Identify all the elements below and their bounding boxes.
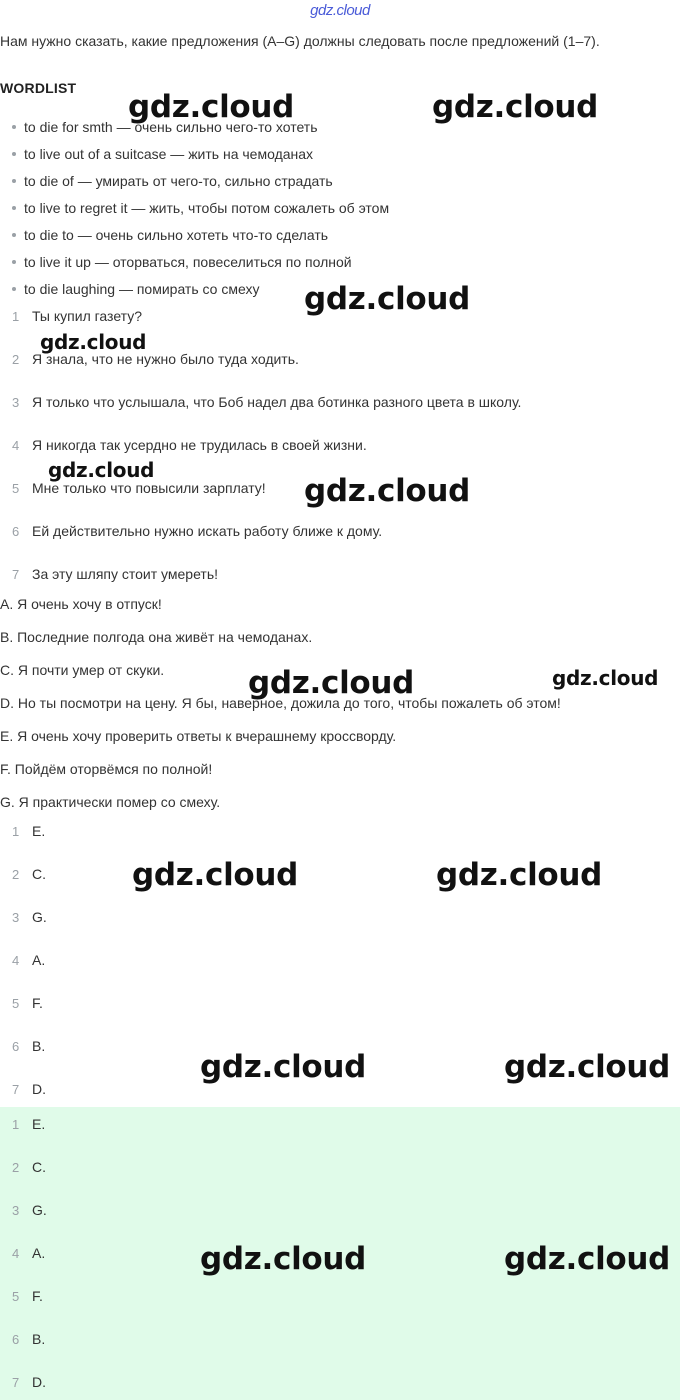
sentence-item: 3 Я только что услышала, что Боб надел два ботинка разного цвета в школу. (12, 394, 522, 410)
wordlist-item: to live out of a suitcase — жить на чемоданах (12, 144, 313, 164)
sentence-item: 7 За эту шляпу стоит умереть! (12, 566, 218, 582)
answer-item-highlighted: 1 E. (12, 1116, 46, 1132)
answer-item: 6 B. (12, 1038, 46, 1054)
sentence-item: 6 Ей действительно нужно искать работу ближе к дому. (12, 523, 383, 539)
bullet-icon (12, 179, 16, 183)
watermark: gdz.cloud (436, 857, 603, 893)
watermark: gdz.cloud (304, 473, 471, 509)
bullet-icon (12, 206, 16, 210)
option-item: E. Я очень хочу проверить ответы к вчерашнему кроссворду. (0, 728, 397, 744)
task-intro: Нам нужно сказать, какие предложения (A–G) должны следовать после предложений (1–7). (0, 33, 600, 49)
option-item: C. Я почти умер от скуки. (0, 662, 165, 678)
site-logo[interactable]: gdz.cloud (310, 2, 370, 19)
bullet-icon (12, 260, 16, 264)
answer-item-highlighted: 3 G. (12, 1202, 47, 1218)
bullet-icon (12, 125, 16, 129)
watermark: gdz.cloud (504, 1241, 671, 1277)
answer-item-highlighted: 4 A. (12, 1245, 46, 1261)
watermark: gdz.cloud (552, 666, 659, 690)
bullet-icon (12, 287, 16, 291)
watermark: gdz.cloud (304, 281, 471, 317)
sentence-item: 1 Ты купил газету? (12, 308, 142, 324)
answer-item: 7 D. (12, 1081, 46, 1097)
watermark: gdz.cloud (200, 1049, 367, 1085)
answer-item-highlighted: 6 B. (12, 1331, 46, 1347)
answer-item: 3 G. (12, 909, 47, 925)
sentence-item: 4 Я никогда так усердно не трудилась в своей жизни. (12, 437, 367, 453)
watermark: gdz.cloud (128, 89, 295, 125)
wordlist-item: to die of — умирать от чего-то, сильно страдать (12, 171, 333, 191)
watermark: gdz.cloud (200, 1241, 367, 1277)
wordlist-title: WORDLIST (0, 80, 77, 96)
wordlist-item: to die for smth — очень сильно чего-то хотеть (12, 117, 318, 137)
option-item: A. Я очень хочу в отпуск! (0, 596, 162, 612)
option-item: B. Последние полгода она живёт на чемоданах. (0, 629, 313, 645)
wordlist-item: to die to — очень сильно хотеть что-то сделать (12, 225, 328, 245)
answer-item-highlighted: 2 C. (12, 1159, 46, 1175)
wordlist-item: to live it up — оторваться, повеселиться по полной (12, 252, 352, 272)
answer-item-highlighted: 5 F. (12, 1288, 43, 1304)
watermark: gdz.cloud (504, 1049, 671, 1085)
bullet-icon (12, 152, 16, 156)
answer-item: 4 A. (12, 952, 46, 968)
watermark: gdz.cloud (40, 330, 147, 354)
watermark: gdz.cloud (248, 665, 415, 701)
watermark: gdz.cloud (432, 89, 599, 125)
answer-item: 5 F. (12, 995, 43, 1011)
wordlist-item: to live to regret it — жить, чтобы потом сожалеть об этом (12, 198, 389, 218)
answer-item: 1 E. (12, 823, 46, 839)
sentence-item: 2 Я знала, что не нужно было туда ходить. (12, 351, 299, 367)
option-item: G. Я практически помер со смеху. (0, 794, 221, 810)
watermark: gdz.cloud (132, 857, 299, 893)
bullet-icon (12, 233, 16, 237)
option-item: D. Но ты посмотри на цену. Я бы, наверное, дожила до того, чтобы пожалеть об этом! (0, 695, 561, 711)
answer-item-highlighted: 7 D. (12, 1374, 46, 1390)
wordlist-item: to die laughing — помирать со смеху (12, 279, 259, 299)
watermark: gdz.cloud (48, 458, 155, 482)
option-item: F. Пойдём оторвёмся по полной! (0, 761, 213, 777)
answer-item: 2 C. (12, 866, 46, 882)
sentence-item: 5 Мне только что повысили зарплату! (12, 480, 266, 496)
